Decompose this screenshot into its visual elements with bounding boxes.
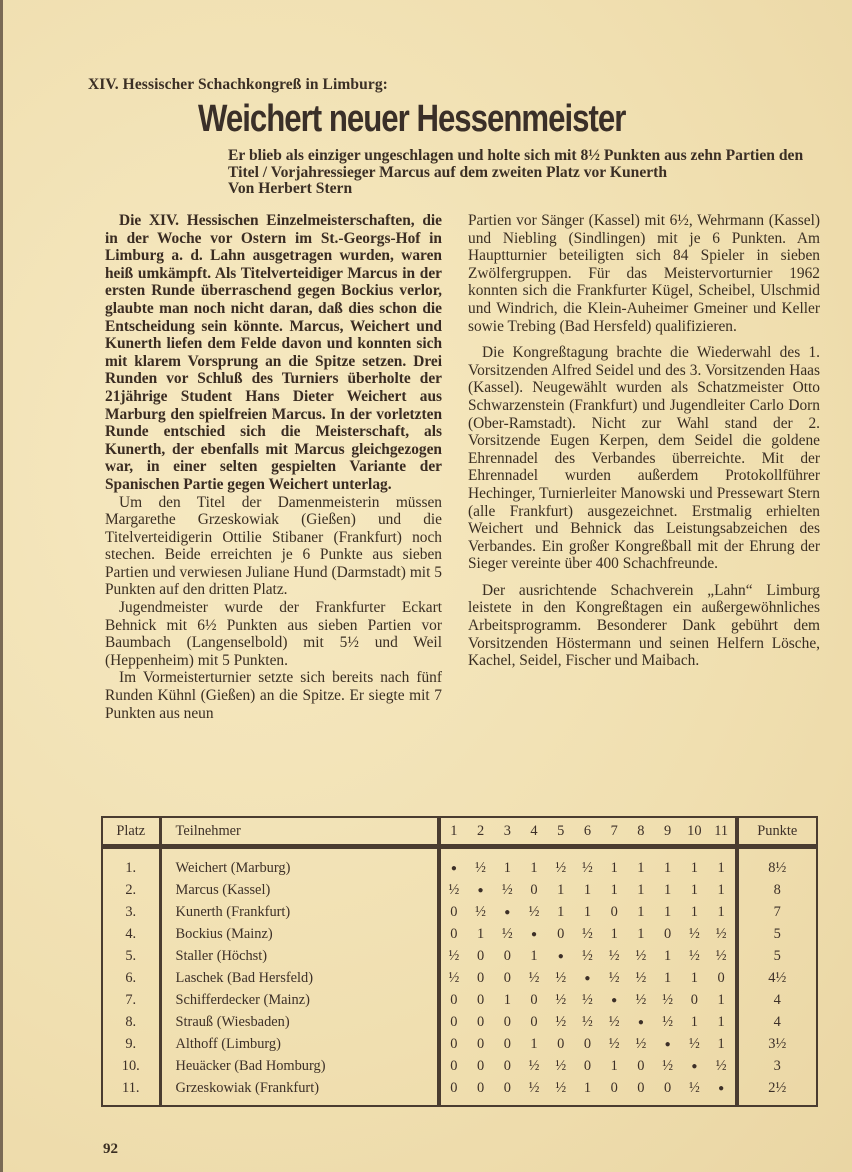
cell-result: 0	[583, 1035, 592, 1052]
cell-result: ½	[582, 925, 593, 942]
cell-result: 1	[530, 947, 538, 964]
cell-result: 1	[664, 859, 672, 876]
cell-result	[439, 847, 468, 880]
cell-result: ½	[635, 947, 647, 964]
cell-platz: 7.	[102, 989, 160, 1011]
cell-result: 0	[503, 969, 511, 986]
header-round: 9	[654, 817, 681, 847]
paragraph: Im Vormeisterturnier setzte sich bereits nach fünf Runden Kühnl (Gießen) an die Spitze. Er siegte mit 7 Punkten aus neun	[105, 669, 442, 722]
table-row	[102, 923, 817, 945]
bye-dot-icon: ●	[691, 1060, 698, 1072]
header-round: 4	[521, 817, 548, 847]
bye-dot-icon: ●	[450, 862, 457, 874]
cell-result: ½	[501, 925, 513, 942]
header-round: 2	[467, 817, 494, 847]
cell-result: 1	[637, 859, 645, 876]
cell-result: ½	[662, 991, 673, 1008]
header-teilnehmer: Teilnehmer	[160, 817, 438, 847]
cell-result: 1	[583, 881, 592, 898]
cell-result: 0	[450, 1013, 458, 1030]
cell-result: 0	[476, 969, 485, 986]
cell-result: ½	[688, 947, 700, 964]
cell-result: 1	[717, 903, 725, 920]
cell-result: 0	[503, 947, 511, 964]
cell-result: 0	[530, 1013, 538, 1030]
cell-result: ½	[608, 1035, 620, 1052]
cell-result: 0	[654, 1077, 681, 1106]
cell-result: 0	[476, 991, 485, 1008]
cell-result: ½	[555, 1013, 567, 1030]
table-row	[102, 847, 817, 880]
cell-result: ½	[475, 903, 486, 920]
table-row	[102, 989, 817, 1011]
cell-punkte: 5	[737, 945, 817, 967]
cell-result: 0	[476, 1013, 485, 1030]
cell-result: 0	[450, 1057, 458, 1074]
cell-teilnehmer: Staller (Höchst)	[160, 945, 438, 967]
cell-result: 1	[557, 881, 565, 898]
cell-result: ½	[662, 1057, 673, 1074]
cell-result: ½	[528, 1057, 540, 1074]
deck-text: Er blieb als einziger ungeschlagen und holte sich mit 8½ Punkten aus zehn Partien den Titel / Vorjahressieger Marcus auf dem zweiten Platz vor Kunerth	[228, 147, 804, 181]
cell-result: 0	[476, 1057, 485, 1074]
cell-punkte: 7	[737, 901, 817, 923]
cell-platz: 10.	[102, 1055, 160, 1077]
page-edge	[0, 0, 3, 1172]
paragraph: Um den Titel der Damenmeisterin müssen Margarethe Grzeskowiak (Gießen) und die Titelverteidigerin Ottilie Stibaner (Frankfurt) noch stechen. Beide erreichten je 6 Punkte aus sieben Partien und verwiesen Juliane Hund (Darmstadt) mit 5 Punkten auf den dritten Platz.	[105, 493, 442, 599]
cell-result: 0	[503, 1013, 511, 1030]
cell-result	[574, 967, 601, 989]
paragraph: Der ausrichtende Schachverein „Lahn“ Limburg leistete in den Kongreßtagen ein außergewöhnliches Arbeitsprogramm. Besonderer Dank gebührt dem Vorsitzenden Höstermann und seinen Helfern Lösche, Kachel, Seidel, Fischer und Maibach.	[468, 581, 820, 670]
cell-result: 1	[530, 859, 538, 876]
cell-teilnehmer: Strauß (Wiesbaden)	[160, 1011, 438, 1033]
cell-result: 1	[637, 925, 645, 942]
cell-result: ½	[475, 859, 486, 876]
cell-punkte: 4	[737, 1011, 817, 1033]
cell-punkte: 2½	[737, 1077, 817, 1106]
header-round: 8	[628, 817, 655, 847]
cell-platz: 4.	[102, 923, 160, 945]
cell-result: 0	[450, 1035, 458, 1052]
cell-result: ½	[528, 903, 540, 920]
cell-result: 1	[610, 881, 618, 898]
cell-result: 0	[450, 991, 458, 1008]
cell-result: 0	[450, 903, 458, 920]
lead-paragraph: Die XIV. Hessischen Einzelmeisterschaften, die in der Woche vor Ostern im St.-Georgs-Hof in Limburg a. d. Lahn ausgetragen wurden, waren heiß umkämpft. Als Titelverteidiger Marcus in der ersten Runde überraschend gegen Bockius verlor, glaubte man noch nicht daran, daß dies schon die Entscheidung sein könnte. Marcus, Weichert und Kunerth liefen dem Felde davon und konnten sich mit klarem Vorsprung an die Spitze setzen. Drei Runden vor Schluß des Turniers überholte der 21jährige Student Hans Dieter Weichert aus Marburg den spielfreien Marcus. In der vorletzten Runde entschied sich die Meisterschaft, als Kunerth, der ebenfalls mit Marcus gleichgezogen war, in einer selten gespielten Variante der Spanischen Partie gegen Weichert unterlag.	[105, 212, 442, 493]
cell-platz: 8.	[102, 1011, 160, 1033]
cell-teilnehmer: Weichert (Marburg)	[160, 847, 438, 880]
cell-result: 1	[503, 859, 511, 876]
cell-result: 0	[476, 1035, 485, 1052]
cell-result: ½	[555, 859, 567, 876]
cell-result	[708, 1077, 737, 1106]
header-round: 10	[681, 817, 708, 847]
cell-result: 1	[717, 859, 725, 876]
cell-result	[681, 1055, 708, 1077]
cell-result: ½	[582, 947, 593, 964]
cell-result: ½	[448, 947, 460, 964]
crosstable-header	[102, 817, 817, 847]
cell-teilnehmer: Marcus (Kassel)	[160, 879, 438, 901]
page-number: 92	[103, 1141, 118, 1157]
cell-punkte: 5	[737, 923, 817, 945]
table-row	[102, 1077, 817, 1106]
cell-result: 0	[690, 991, 698, 1008]
byline: Von Herbert Stern	[228, 180, 353, 197]
cell-result: ½	[715, 947, 727, 964]
cell-result: 1	[637, 903, 645, 920]
cell-result	[628, 1011, 655, 1033]
cell-platz: 11.	[102, 1077, 160, 1106]
cell-platz: 1.	[102, 847, 160, 880]
cell-teilnehmer: Kunerth (Frankfurt)	[160, 901, 438, 923]
table-row	[102, 1055, 817, 1077]
header-round: 3	[494, 817, 521, 847]
headline: Weichert neuer Hessenmeister	[198, 98, 626, 140]
cell-result: 1	[557, 903, 565, 920]
cell-result: 0	[601, 1077, 628, 1106]
cell-punkte: 4	[737, 989, 817, 1011]
cell-teilnehmer: Grzeskowiak (Frankfurt)	[160, 1077, 438, 1106]
cell-result: 1	[690, 881, 698, 898]
cell-result: ½	[608, 969, 620, 986]
cell-result: ½	[681, 1077, 708, 1106]
table-row	[102, 945, 817, 967]
cell-result: ½	[521, 1077, 548, 1106]
column-right	[468, 212, 820, 670]
crosstable	[101, 816, 818, 1107]
cell-punkte: 3½	[737, 1033, 817, 1055]
paragraph: Jugendmeister wurde der Frankfurter Eckart Behnick mit 6½ Punkten aus sieben Partien vor Baumbach (Langenselbold) mit 5½ und Weil (Heppenheim) mit 5 Punkten.	[105, 599, 442, 669]
cell-result: ½	[501, 881, 513, 898]
cell-result: ½	[688, 1035, 700, 1052]
cell-punkte: 4½	[737, 967, 817, 989]
bye-dot-icon: ●	[504, 906, 511, 918]
cell-result: 1	[717, 1035, 725, 1052]
header-platz: Platz	[102, 817, 160, 847]
cell-result	[601, 989, 628, 1011]
cell-result: ½	[715, 925, 727, 942]
cell-result: ½	[608, 947, 620, 964]
header-round: 7	[601, 817, 628, 847]
cell-result: 0	[717, 969, 725, 986]
cell-result: ½	[635, 1035, 647, 1052]
cell-result	[654, 1033, 681, 1055]
cell-result: ½	[635, 969, 647, 986]
cell-result: 1	[574, 1077, 601, 1106]
bye-dot-icon: ●	[718, 1082, 725, 1094]
bye-dot-icon: ●	[637, 1016, 644, 1028]
cell-punkte: 8	[737, 879, 817, 901]
cell-result: 1	[610, 1057, 618, 1074]
cell-teilnehmer: Heuäcker (Bad Homburg)	[160, 1055, 438, 1077]
cell-result: 1	[530, 1035, 538, 1052]
crosstable-body	[102, 847, 817, 1107]
cell-teilnehmer: Althoff (Limburg)	[160, 1033, 438, 1055]
cell-punkte: 3	[737, 1055, 817, 1077]
cell-result: ½	[555, 1057, 567, 1074]
cell-teilnehmer: Schifferdecker (Mainz)	[160, 989, 438, 1011]
bye-dot-icon: ●	[584, 972, 591, 984]
cell-result: 0	[503, 1057, 511, 1074]
cell-result: ½	[582, 991, 593, 1008]
cell-result: ½	[555, 991, 567, 1008]
cell-result: ½	[555, 969, 567, 986]
table-row	[102, 1033, 817, 1055]
bye-dot-icon: ●	[557, 950, 564, 962]
header-round: 11	[708, 817, 737, 847]
cell-platz: 3.	[102, 901, 160, 923]
cell-result: 1	[583, 903, 592, 920]
cell-result: ½	[448, 881, 460, 898]
paragraph: Partien vor Sänger (Kassel) mit 6½, Wehrmann (Kassel) und Niebling (Sindlingen) mit je 6 Punkten. Am Hauptturnier beteiligten sich 84 Spieler in sieben Zwölfergruppen. Für das Meistervorturnier 1962 konnten sich die Frankfurter Kügel, Scheibel, Ulschmid und Windrich, die Klein-Auheimer Gmeiner und Keller sowie Trebing (Bad Hersfeld) qualifizieren.	[468, 212, 820, 335]
cell-result: 1	[664, 881, 672, 898]
cell-result: 1	[690, 969, 698, 986]
table-row	[102, 1011, 817, 1033]
cell-result: 1	[664, 969, 672, 986]
cell-result: 1	[610, 925, 618, 942]
cell-platz: 2.	[102, 879, 160, 901]
table-row	[102, 967, 817, 989]
cell-result: 0	[439, 1077, 468, 1106]
cell-result: ½	[662, 1013, 673, 1030]
cell-result: ½	[582, 1013, 593, 1030]
deck	[228, 148, 818, 198]
bye-dot-icon: ●	[664, 1038, 671, 1050]
cell-teilnehmer: Laschek (Bad Hersfeld)	[160, 967, 438, 989]
cell-platz: 6.	[102, 967, 160, 989]
cell-result: ½	[547, 1077, 574, 1106]
cell-result	[547, 945, 574, 967]
header-round: 5	[547, 817, 574, 847]
cell-result: 1	[717, 1013, 725, 1030]
cell-result: 0	[503, 1035, 511, 1052]
cell-result: 0	[530, 991, 538, 1008]
cell-result: 1	[717, 991, 725, 1008]
cell-result: 0	[628, 1077, 655, 1106]
cell-platz: 5.	[102, 945, 160, 967]
cell-result: ½	[448, 969, 460, 986]
cell-result: 1	[664, 903, 672, 920]
cell-result: 1	[503, 991, 511, 1008]
bye-dot-icon: ●	[611, 994, 618, 1006]
cell-result: ½	[688, 925, 700, 942]
header-round: 1	[439, 817, 468, 847]
cell-teilnehmer: Bockius (Mainz)	[160, 923, 438, 945]
column-left	[105, 212, 442, 722]
cell-result: ½	[608, 1013, 620, 1030]
cell-result: 1	[690, 859, 698, 876]
cell-punkte: 8½	[737, 847, 817, 880]
cell-result: 0	[610, 903, 618, 920]
kicker: XIV. Hessischer Schachkongreß in Limburg:	[88, 76, 388, 93]
cell-result	[521, 923, 548, 945]
cell-result: ½	[635, 991, 647, 1008]
cell-result: 0	[583, 1057, 592, 1074]
cell-result	[494, 901, 521, 923]
cell-result: ½	[528, 969, 540, 986]
cell-result: 0	[637, 1057, 645, 1074]
cell-result: 0	[557, 1035, 565, 1052]
cell-result: ½	[715, 1057, 727, 1074]
cell-result: 1	[476, 925, 485, 942]
cell-result: 1	[664, 947, 672, 964]
header-punkte: Punkte	[737, 817, 817, 847]
cell-result: ½	[582, 859, 593, 876]
bye-dot-icon: ●	[477, 884, 484, 896]
cell-result: 1	[637, 881, 645, 898]
cell-result: 0	[476, 947, 485, 964]
cell-result: 0	[467, 1077, 494, 1106]
table-row	[102, 879, 817, 901]
cell-result: 0	[530, 881, 538, 898]
cell-platz: 9.	[102, 1033, 160, 1055]
cell-result: 1	[717, 881, 725, 898]
cell-result: 0	[664, 925, 672, 942]
cell-result	[467, 879, 494, 901]
table-row	[102, 901, 817, 923]
cell-result: 0	[494, 1077, 521, 1106]
cell-result: 1	[610, 859, 618, 876]
cell-result: 1	[690, 903, 698, 920]
header-round: 6	[574, 817, 601, 847]
bye-dot-icon: ●	[530, 928, 538, 940]
cell-result: 0	[557, 925, 565, 942]
paragraph: Die Kongreßtagung brachte die Wiederwahl des 1. Vorsitzenden Alfred Seidel und des 3. Vorsitzenden Haas (Kassel). Neugewählt wurden als Schatzmeister Otto Schwarzenstein (Frankfurt) und Jugendleiter Carlo Dorn (Ober-Ramstadt). Nicht zur Wahl stand der 2. Vorsitzende Eugen Kerpen, dem Seidel die goldene Ehrennadel des Verbandes überreichte. Mit der Ehrennadel wurden außerdem Protokollführer Hechinger, Turnierleiter Manowski und Pressewart Stern (alle Frankfurt) ausgezeichnet. Erstmalig erhielten Weichert und Behnick das Leistungsabzeichen des Verbandes. Ein großer Kongreßball mit der Ehrung der Sieger vereinte über 400 Schachfreunde.	[468, 344, 820, 573]
cell-result: 0	[450, 925, 458, 942]
cell-result: 1	[690, 1013, 698, 1030]
